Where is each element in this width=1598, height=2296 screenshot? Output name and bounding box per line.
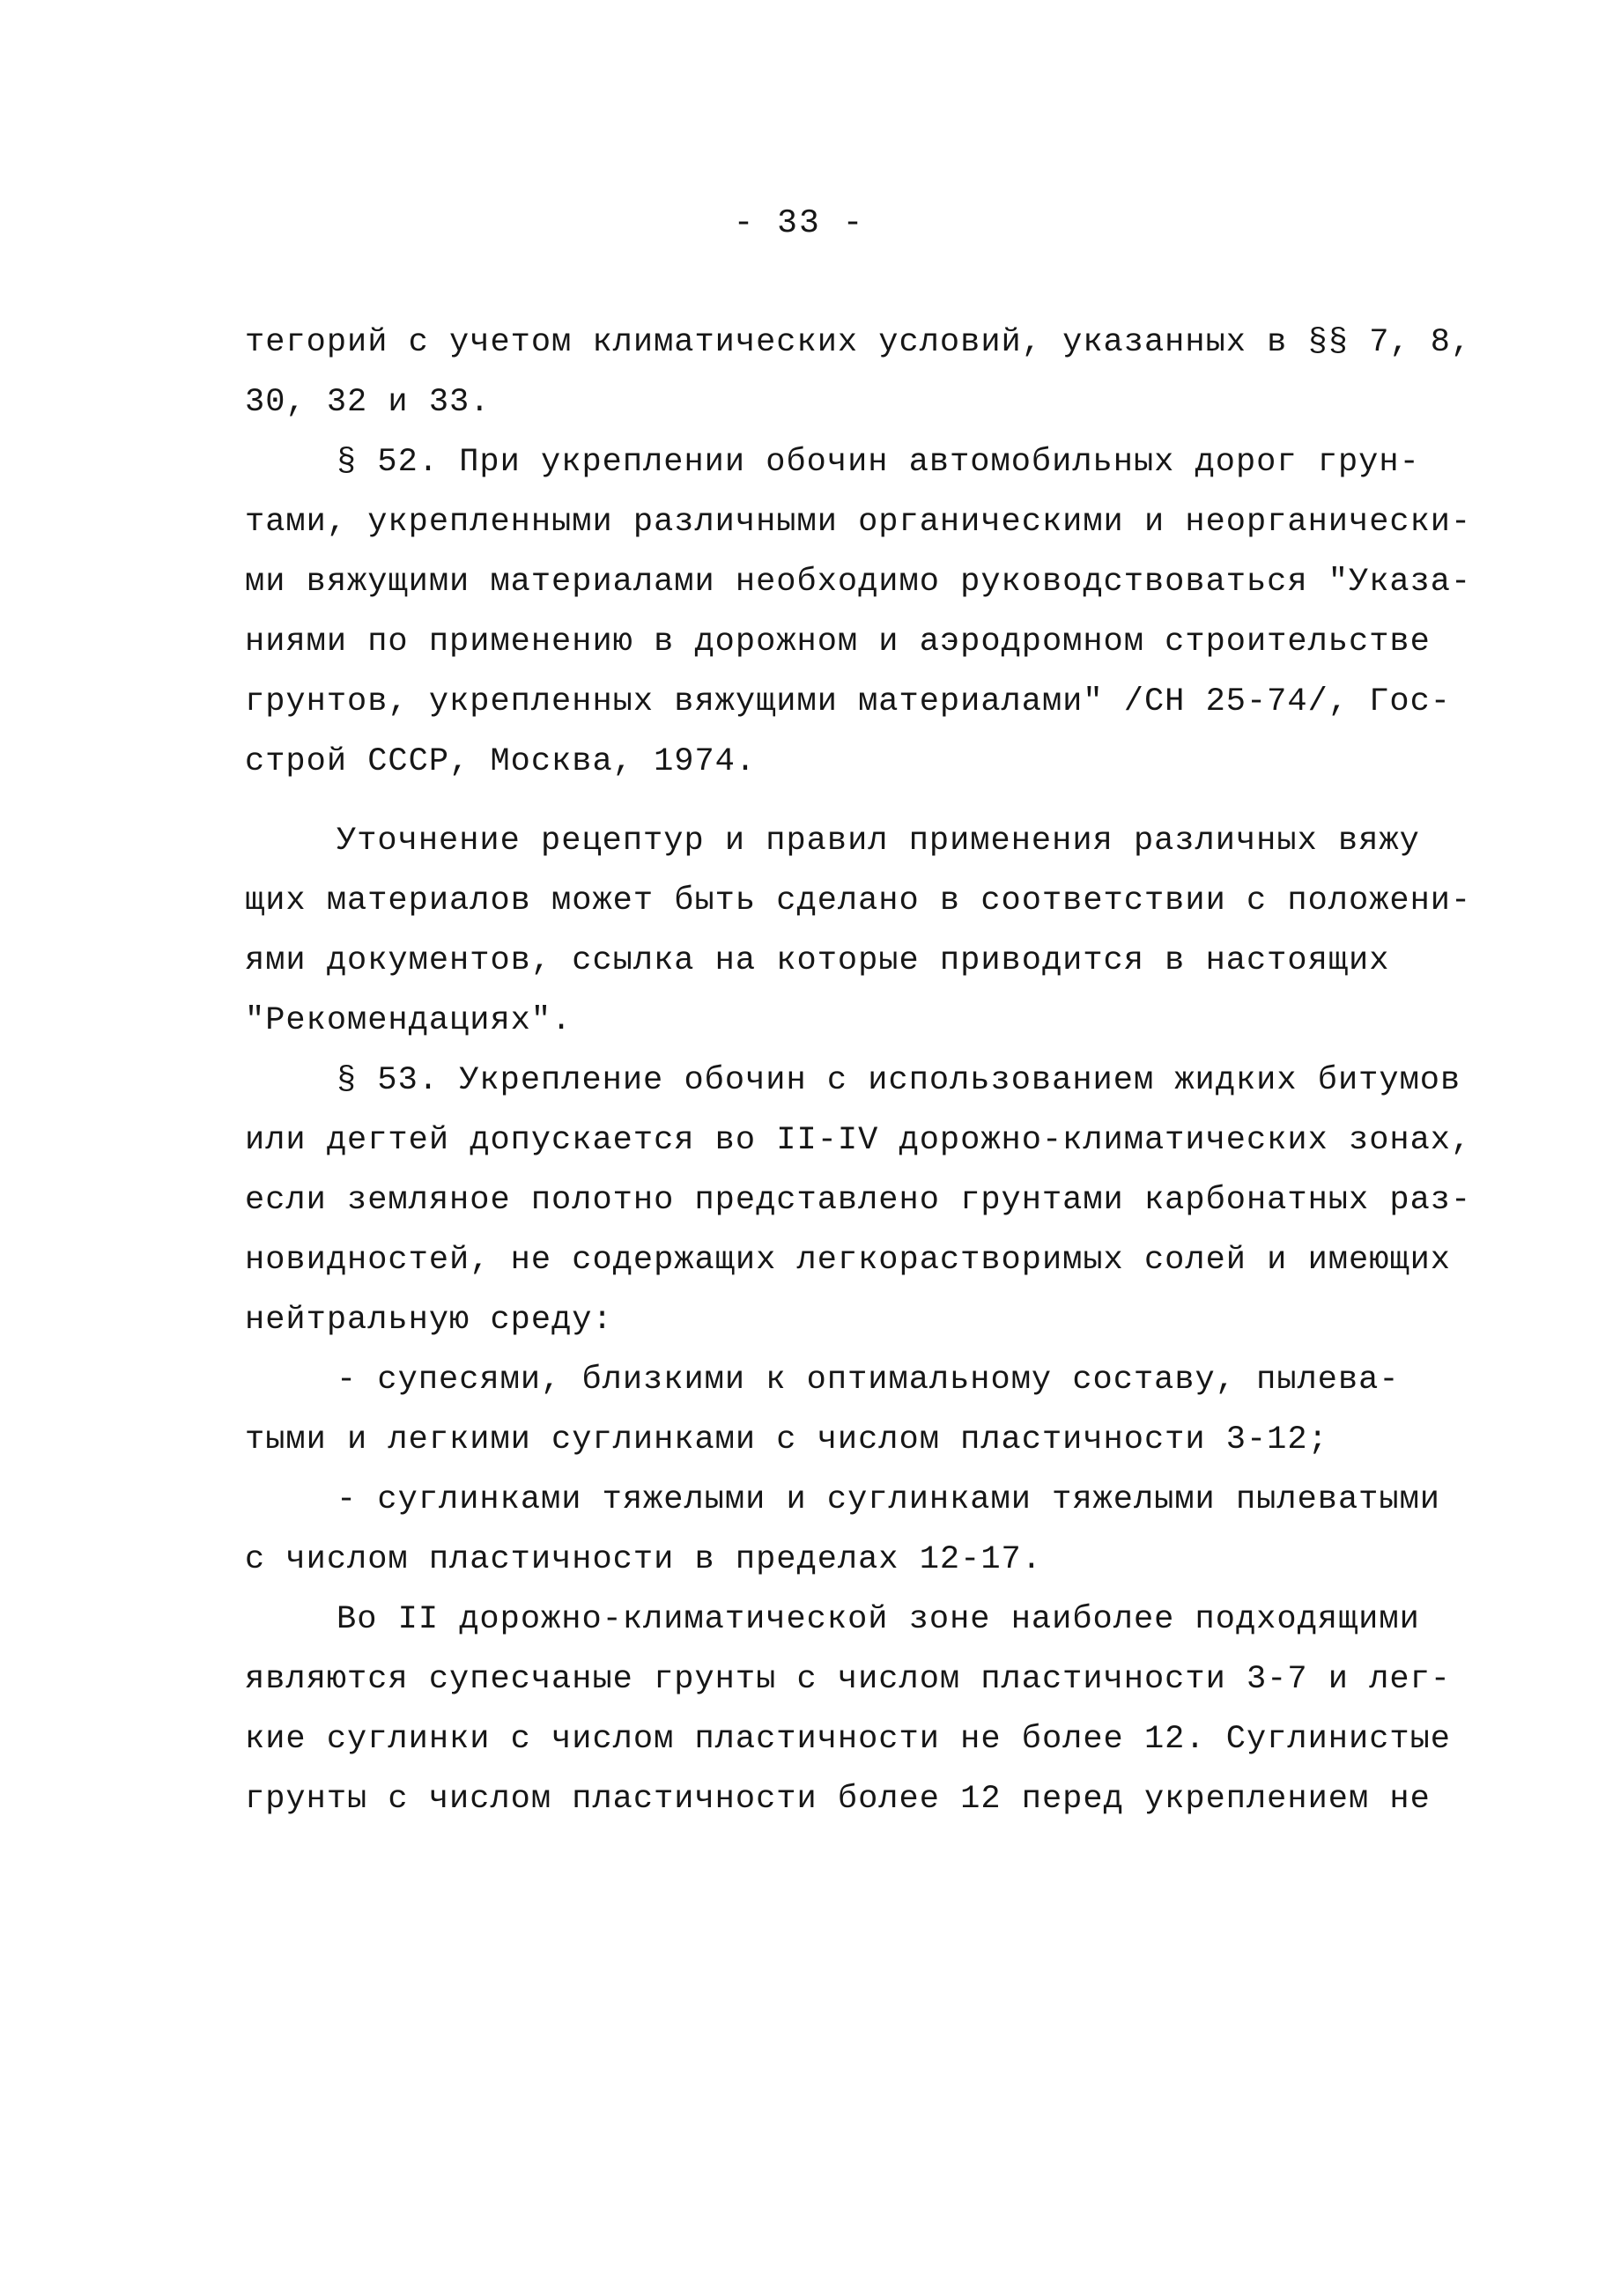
paragraph-start: Уточнение рецептур и правил применения различных вяжу — [337, 823, 1420, 860]
text-line: строй СССР, Москва, 1974. — [245, 743, 757, 780]
text-line: с числом пластичности в пределах 12-17. — [245, 1541, 1042, 1578]
paragraph-53-start: § 53. Укрепление обочин с использованием жидких битумов — [337, 1062, 1461, 1099]
text-line: грунты с числом пластичности более 12 перед укреплением не — [245, 1781, 1431, 1818]
text-line: являются супесчаные грунты с числом пластичности 3-7 и лег- — [245, 1661, 1452, 1698]
paragraph-52-start: § 52. При укреплении обочин автомобильных дорог грун- — [337, 444, 1420, 481]
document-body — [245, 313, 1472, 1829]
text-line: ниями по применению в дорожном и аэродромном строительстве — [245, 624, 1431, 661]
text-line: кие суглинки с числом пластичности не более 12. Суглинистые — [245, 1721, 1452, 1758]
text-line: нейтральную среду: — [245, 1302, 613, 1339]
text-line: грунтов, укрепленных вяжущими материалами" /СН 25-74/, Гос- — [245, 683, 1452, 720]
text-line: или дегтей допускается во II-IV дорожно-климатических зонах, — [245, 1122, 1472, 1159]
text-line: ями документов, ссылка на которые приводится в настоящих — [245, 942, 1390, 979]
list-item-start: - супесями, близкими к оптимальному составу, пылева- — [337, 1362, 1400, 1399]
text-line: "Рекомендациях". — [245, 1002, 573, 1039]
text-line: ми вяжущими материалами необходимо руководствоваться "Указа- — [245, 564, 1472, 601]
text-line: щих материалов может быть сделано в соответствии с положени- — [245, 882, 1472, 919]
text-line: если земляное полотно представлено грунтами карбонатных раз- — [245, 1182, 1472, 1219]
text-line: новидностей, не содержащих легкорастворимых солей и имеющих — [245, 1242, 1452, 1279]
text-line: 30, 32 и 33. — [245, 384, 491, 421]
list-item-start: - суглинками тяжелыми и суглинками тяжелыми пылеватыми — [337, 1481, 1440, 1518]
text-line: тегорий с учетом климатических условий, указанных в §§ 7, 8, — [245, 324, 1472, 361]
paragraph-start: Во II дорожно-климатической зоне наиболее подходящими — [337, 1601, 1420, 1638]
page-number: - 33 - — [733, 204, 865, 242]
text-line: тыми и легкими суглинками с числом пластичности 3-12; — [245, 1421, 1328, 1458]
text-line: тами, укрепленными различными органическими и неорганически- — [245, 504, 1472, 541]
